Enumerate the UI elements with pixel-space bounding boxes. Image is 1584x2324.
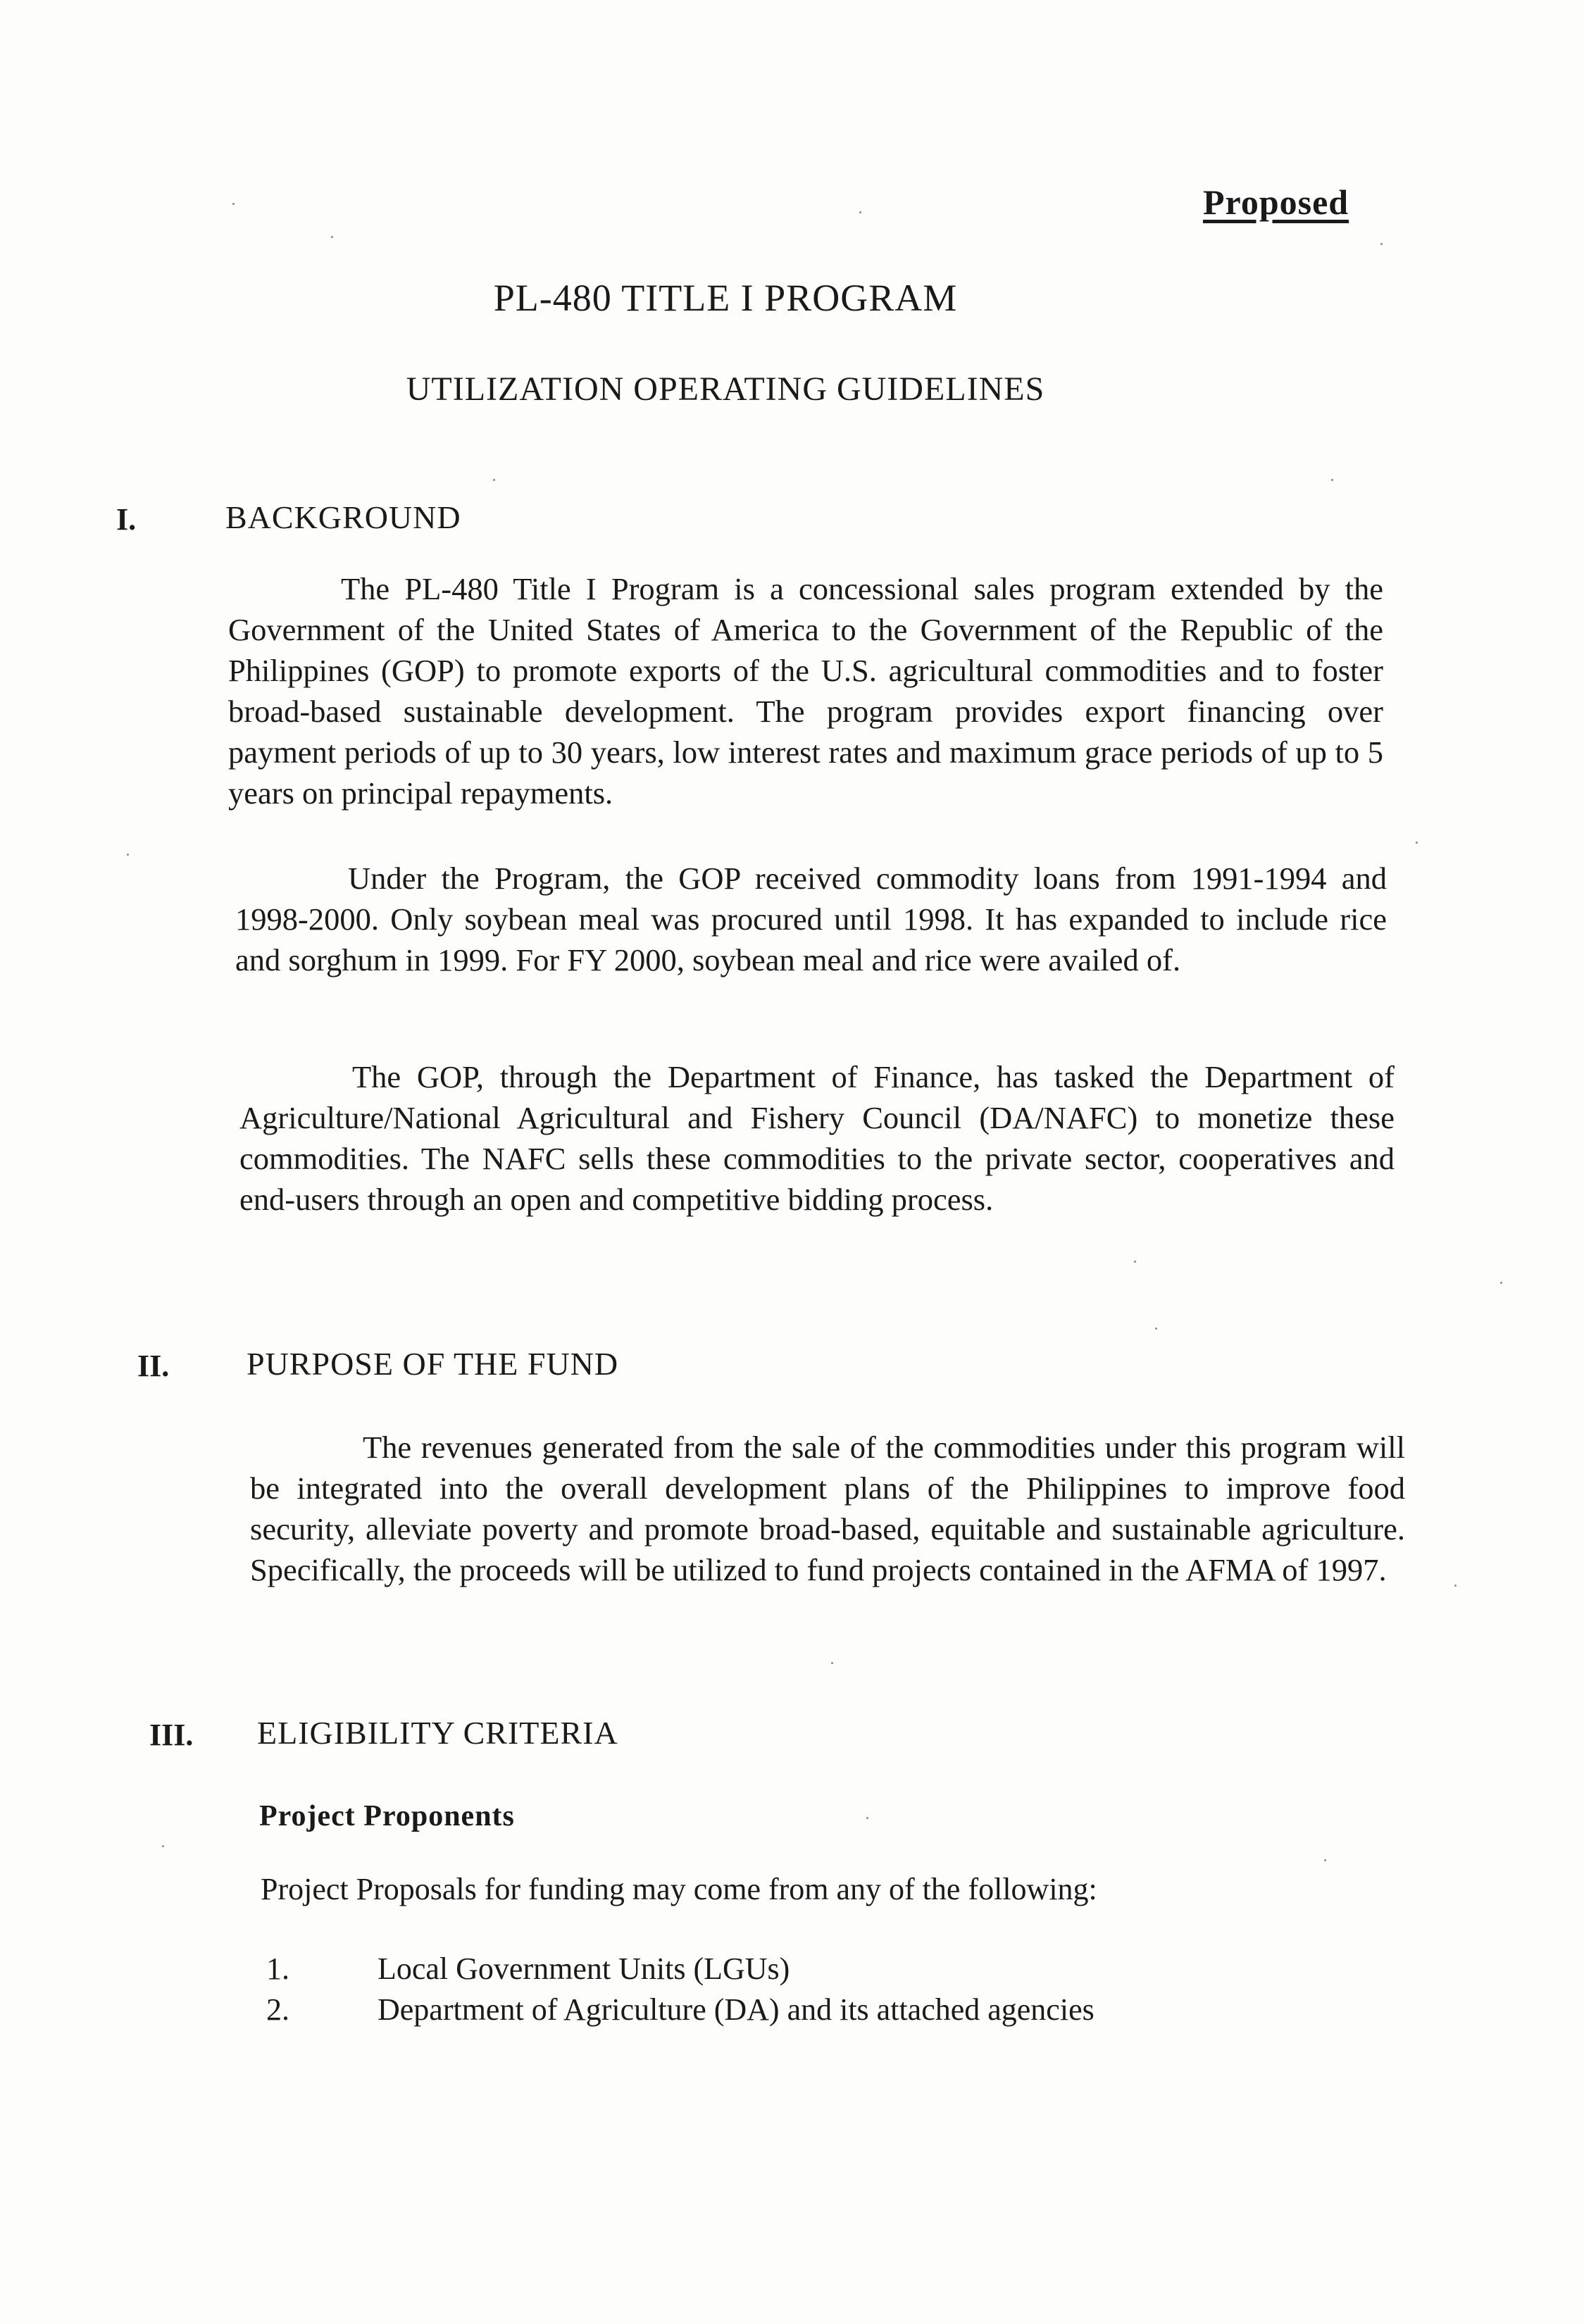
scan-speck [1454,1585,1457,1587]
document-subtitle: UTILIZATION OPERATING GUIDELINES [406,370,1045,408]
background-paragraph-2: Under the Program, the GOP received commodity loans from 1991-1994 and 1998-2000. Only soybean meal was procured until 1998. It has expanded to include rice and sorghum in 1999. For FY 2000, soybean meal and rice were availed of. [235,861,1387,977]
section-1-heading: BACKGROUND [225,499,461,535]
list-item-text: Local Government Units (LGUs) [378,1951,790,1986]
scan-speck [859,211,861,213]
purpose-paragraph: The revenues generated from the sale of the commodities under this program will be integrated into the overall development plans of the Philippines to improve food security, alleviate poverty and promote broad-based, equitable and sustainable agriculture. Specifically, the proceeds will be utilized to fund projects contained in the AFMA of 1997. [250,1430,1405,1587]
list-item-number: 2. [266,1992,289,2027]
scan-speck [866,1817,868,1819]
section-2-heading: PURPOSE OF THE FUND [247,1346,619,1382]
scan-speck [127,854,129,856]
scan-speck [831,1662,833,1664]
scan-speck [232,203,235,205]
scan-speck [1134,1261,1136,1263]
list-item-text: Department of Agriculture (DA) and its attached agencies [378,1992,1095,2027]
section-3-heading: ELIGIBILITY CRITERIA [257,1715,618,1751]
scan-speck [1324,1859,1326,1861]
eligibility-intro: Project Proposals for funding may come from any of the following: [261,1872,1097,1906]
scan-speck [162,1845,164,1847]
proposed-label: Proposed [1203,182,1349,222]
background-paragraph-1: The PL-480 Title I Program is a concessional sales program extended by the Government of the United States of America to the Government of the Republic of the Philippines (GOP) to promote exports of the U.S. agricultural commodities and to foster broad-based sustainable development. The program provides export financing over payment periods of up to 30 years, low interest rates and maximum grace periods of up to 5 years on principal repayments. [228,571,1383,811]
scan-speck [331,236,333,238]
scan-speck [1380,243,1383,245]
scan-speck [1331,479,1333,481]
section-2-number: II. [137,1349,170,1383]
section-3-number: III. [149,1718,194,1752]
list-item-number: 1. [266,1951,289,1986]
scan-speck [493,479,495,481]
document-title: PL-480 TITLE I PROGRAM [493,277,958,319]
section-1-number: I. [116,502,137,537]
project-proponents-subheading: Project Proponents [259,1800,515,1832]
scan-speck [1155,1327,1157,1330]
scan-speck [1416,842,1418,844]
background-paragraph-3: The GOP, through the Department of Finance, has tasked the Department of Agriculture/National Agricultural and Fishery Council (DA/NAFC) to monetize these commodities. The NAFC sells these commodities to the private sector, cooperatives and end-users through an open and competitive bidding process. [239,1059,1395,1217]
scan-speck [1500,1282,1502,1284]
